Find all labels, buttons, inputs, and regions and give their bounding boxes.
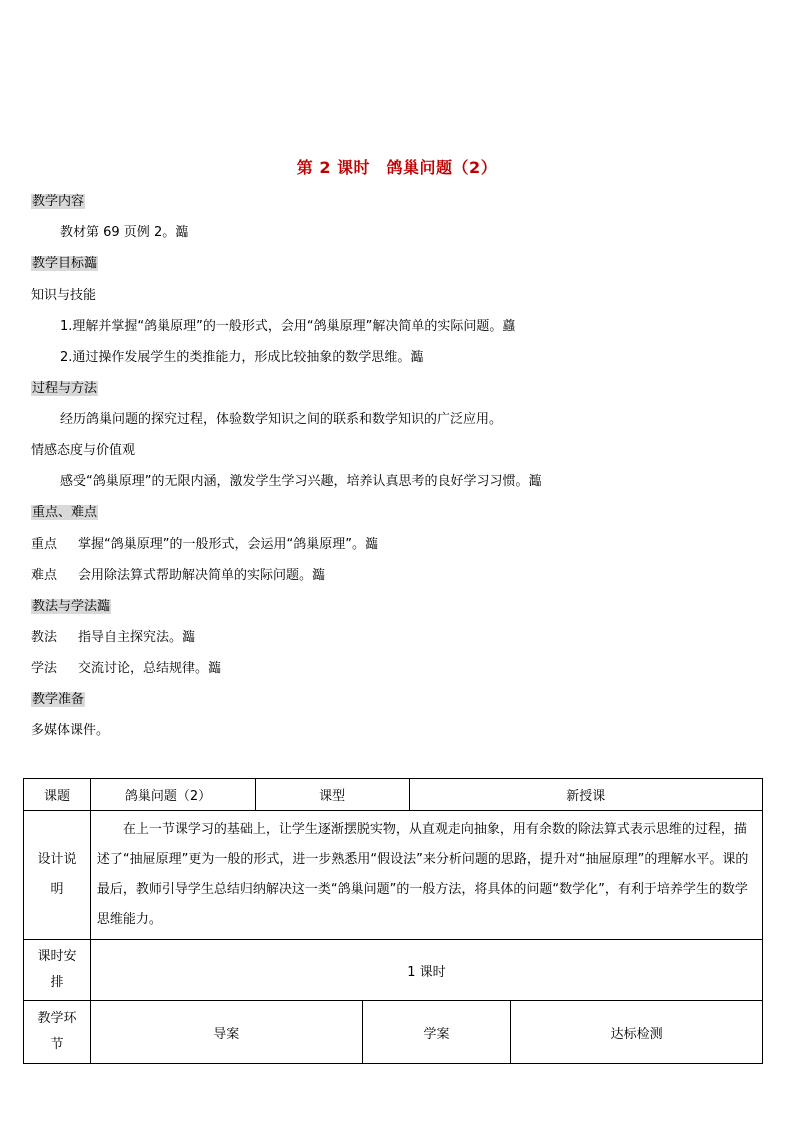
section-heading-key xyxy=(31,504,98,522)
teach-text: 指导自主探究法。瀶 xyxy=(78,630,196,645)
heading-label: 教学准备 xyxy=(32,692,85,707)
topic-value-cell: 鸽巢问题（2） xyxy=(90,779,255,811)
schedule-label-cell xyxy=(24,940,91,1001)
design-label-line-2: 明 xyxy=(50,882,64,897)
process-text: 经历鸽巢问题的探究过程，体验数学知识之间的联系和数学知识的广泛应用。 xyxy=(60,412,503,427)
section-heading-prep xyxy=(31,691,85,709)
emotion-heading: 情感态度与价值观 xyxy=(31,443,136,458)
design-label-line-1: 设计说 xyxy=(37,852,77,867)
type-label-cell: 课型 xyxy=(255,779,409,811)
knowledge-heading: 知识与技能 xyxy=(31,288,97,303)
lesson-plan-table xyxy=(23,778,763,1064)
teach-label: 教法 xyxy=(31,630,58,645)
section-heading-content xyxy=(31,193,85,211)
section-heading-process xyxy=(31,380,98,398)
stage-label-line-2: 节 xyxy=(50,1037,64,1052)
emotion-text: 感受“鸽巢原理”的无限内涵，激发学生学习兴趣，培养认真思考的良好学习习惯。瀶 xyxy=(60,474,542,489)
difficult-text: 会用除法算式帮助解决简单的实际问题。瀶 xyxy=(78,568,326,583)
topic-label-cell: 课题 xyxy=(24,779,91,811)
table-row xyxy=(24,1001,763,1064)
heading-label: 重点、难点 xyxy=(32,505,98,520)
design-label-cell xyxy=(24,811,91,940)
assessment-cell: 达标检测 xyxy=(511,1001,763,1064)
difficult-label: 难点 xyxy=(31,568,58,583)
learn-text: 交流讨论，总结规律。瀶 xyxy=(78,661,222,676)
table-row xyxy=(24,779,763,811)
learn-label: 学法 xyxy=(31,661,58,676)
type-value-cell: 新授课 xyxy=(409,779,763,811)
stage-label-line-1: 教学环 xyxy=(37,1011,77,1026)
table-row xyxy=(24,940,763,1001)
section-heading-goals xyxy=(31,255,98,273)
knowledge-item-2: 2.通过操作发展学生的类推能力，形成比较抽象的数学思维。瀶 xyxy=(60,350,424,365)
heading-label: 教法与学法瀶 xyxy=(32,599,111,614)
knowledge-item-1: 1.理解并掌握“鸽巢原理”的一般形式，会用“鸽巢原理”解决简单的实际问题。蠤 xyxy=(60,319,516,334)
schedule-label-line-2: 排 xyxy=(50,975,64,990)
key-label: 重点 xyxy=(31,537,58,552)
content-text: 教材第 69 页例 2。瀶 xyxy=(60,225,189,240)
guide-plan-cell: 导案 xyxy=(90,1001,362,1064)
study-plan-cell: 学案 xyxy=(362,1001,511,1064)
heading-label: 过程与方法 xyxy=(32,381,98,396)
page-title: 第 2 课时 鸽巢问题（2） xyxy=(296,158,498,177)
schedule-label-line-1: 课时安 xyxy=(37,949,77,964)
stage-label-cell xyxy=(24,1001,91,1064)
section-heading-methods xyxy=(31,598,111,616)
key-text: 掌握“鸽巢原理”的一般形式，会运用“鸽巢原理”。瀶 xyxy=(78,537,378,552)
table-row xyxy=(24,811,763,940)
heading-label: 教学目标瀶 xyxy=(32,256,98,271)
prep-text: 多媒体课件。 xyxy=(31,723,110,738)
design-text-cell: 在上一节课学习的基础上，让学生逐渐摆脱实物，从直观走向抽象，用有余数的除法算式表示思维的过程，描述了“抽屉原理”更为一般的形式，进一步熟悉用“假设法”来分析问题的思路，提升对“抽屉原理”的理解水平。课的最后，教师引导学生总结归纳解决这一类“鸽巢问题”的一般方法，将具体的问题“数学化”，有利于培养学生的数学思维能力。 xyxy=(90,811,762,940)
schedule-value-cell: 1 课时 xyxy=(90,940,762,1001)
heading-label: 教学内容 xyxy=(32,194,85,209)
